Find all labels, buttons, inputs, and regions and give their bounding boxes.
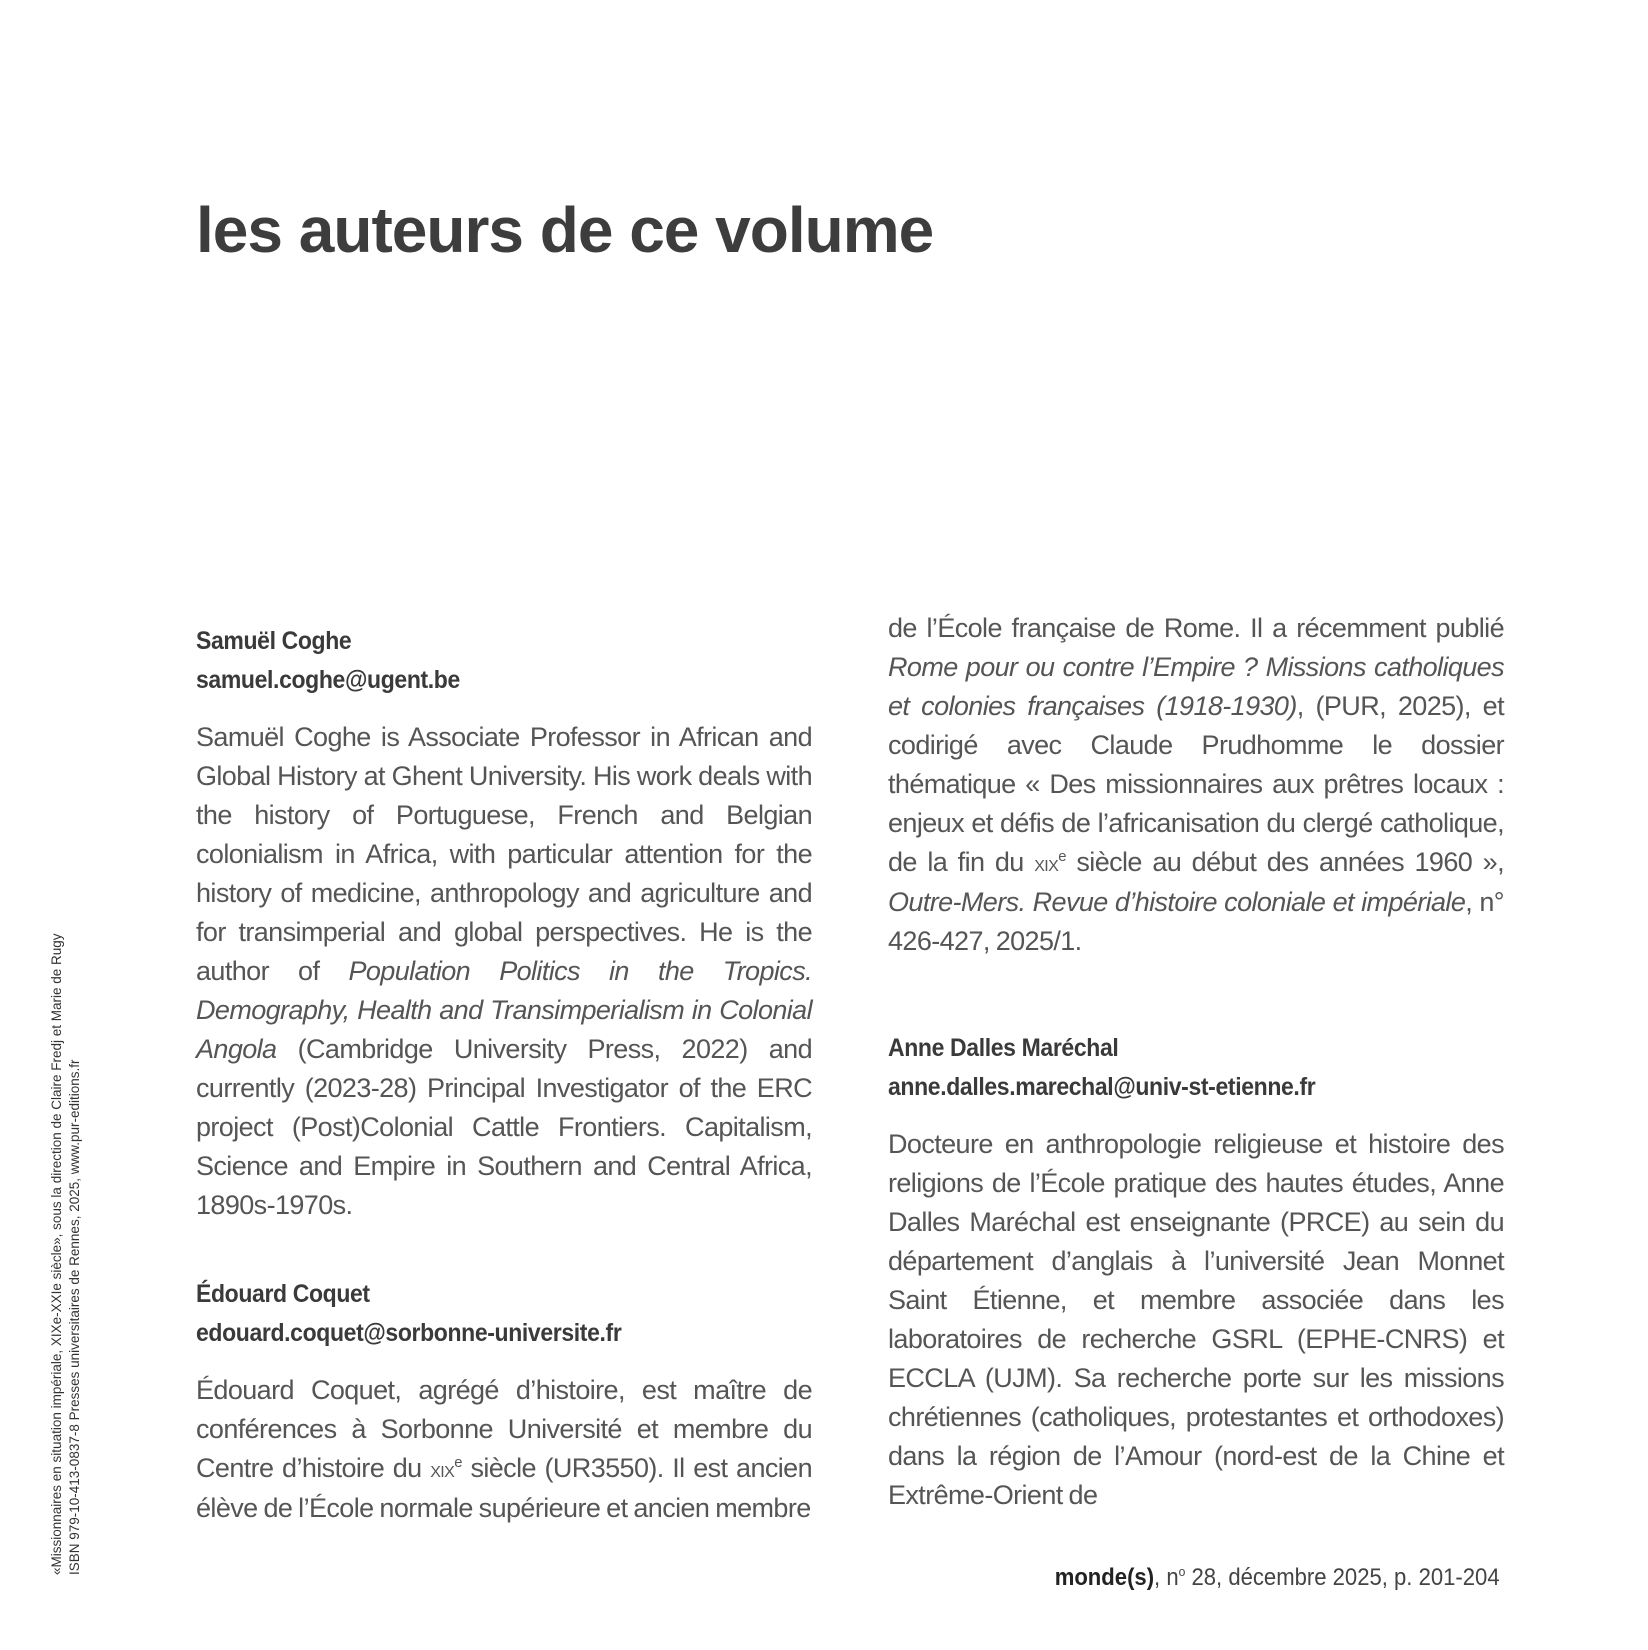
century-numeral: xix (430, 1456, 455, 1482)
author-bio (196, 718, 812, 1225)
bio-text: siècle au début des années 1960 », (1065, 847, 1504, 877)
left-column (196, 622, 812, 1528)
bio-text: Samuël Coghe is Associate Professor in African and Global History at Ghent University. His work deals with the history of Portuguese, French and Belgian colonialism in Africa, with particular attention for the history of medicine, anthropology and agriculture and for transimperial and global perspectives. He is the author of (196, 722, 812, 986)
author-bio: Docteure en anthropologie religieuse et histoire des religions de l’École pratique des hautes études, Anne Dalles Maréchal est enseignante (PRCE) au sein du département d’anglais à l’université Jean Monnet Saint Étienne, et membre associée dans les laboratoires de recherche GSRL (EPHE-CNRS) et ECCLA (UJM). Sa recherche porte sur les missions chrétiennes (catholiques, protestantes et orthodoxes) dans la région de l’Amour (nord-est de la Chine et Extrême-Orient de (888, 1129, 1504, 1510)
page-footer (1055, 1564, 1500, 1592)
author-name: Anne Dalles Maréchal (888, 1034, 1119, 1062)
author-name: Samuël Coghe (196, 627, 352, 655)
author-entry-coghe (196, 622, 812, 1225)
bio-text: de l’École française de Rome. Il a récemment publié (888, 613, 1504, 643)
century-superscript: e (454, 1455, 462, 1471)
century-superscript: e (1058, 849, 1066, 865)
footer-superscript: o (1178, 1564, 1186, 1579)
author-entry-coquet (196, 1275, 812, 1528)
book-title: Population Politics in the Tropics. Demography, Health and Transimperialism in Colonial Angola (196, 956, 812, 1064)
journal-title: Outre-Mers. Revue d’histoire coloniale et impériale (888, 887, 1466, 917)
author-email[interactable]: anne.dalles.marechal@univ-st-etienne.fr (888, 1073, 1316, 1101)
right-column (888, 613, 1504, 1515)
bio-text: (Cambridge University Press, 2022) and currently (2023-28) Principal Investigator of the ERC project (Post)Colonial Cattle Frontiers. Capitalism, Science and Empire in Southern and Central Africa, 1890s-1970s. (196, 1034, 812, 1220)
bio-text: siècle (UR3550). Il est ancien élève de l’École normale supérieure et ancien membre (196, 1453, 812, 1523)
book-title: Rome pour ou contre l’Empire ? Missions catholiques et colonies françaises (1918-1930) (888, 652, 1504, 721)
publication-info-line-1: «Missionnaires en situation impériale, XIXe-XXIe siècle», sous la direction de Claire Fredj et Marie de Rugy (49, 933, 64, 1575)
journal-name: monde(s) (1055, 1564, 1155, 1591)
author-bio-continued (888, 609, 1504, 961)
bio-text: , (PUR, 2025), et codirigé avec Claude Prudhomme le dossier thématique « Des missionnaires aux prêtres locaux : enjeux et défis de l’africanisation du clergé catholique, de la fin du (888, 691, 1504, 877)
bio-text: , n° 426-427, 2025/1. (888, 887, 1504, 956)
author-email[interactable]: edouard.coquet@sorbonne-universite.fr (196, 1319, 622, 1347)
footer-text: 28, décembre 2025, p. 201-204 (1185, 1564, 1500, 1591)
author-bio (196, 1371, 812, 1528)
publication-info-line-2: ISBN 979-10-413-0837-8 Presses universitaires de Rennes, 2025, www.pur-editions.fr (67, 1059, 82, 1575)
author-email[interactable]: samuel.coghe@ugent.be (196, 666, 460, 694)
author-entry-dalles (888, 1029, 1504, 1515)
page-title: les auteurs de ce volume (196, 194, 934, 266)
bio-text: Édouard Coquet, agrégé d’histoire, est maître de conférences à Sorbonne Université et membre du Centre d’histoire du (196, 1375, 812, 1483)
century-numeral: xix (1034, 850, 1059, 876)
footer-text: , n (1154, 1564, 1179, 1591)
author-name: Édouard Coquet (196, 1280, 370, 1308)
publication-info (48, 933, 84, 1575)
